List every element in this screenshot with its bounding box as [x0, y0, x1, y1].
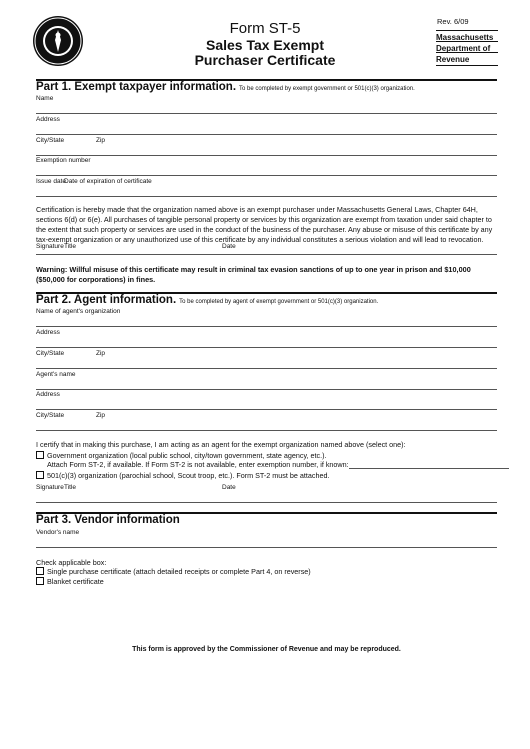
agent-name-field[interactable] [36, 369, 497, 390]
agent-org-name-field[interactable] [36, 306, 497, 327]
agent-name-label: Agent's name [36, 371, 76, 378]
agent-city-state-zip2-field[interactable] [36, 410, 497, 431]
checkbox-blanket[interactable] [36, 577, 44, 585]
agent-certify-text: I certify that in making this purchase, I am acting as an agent for the exempt organization named above (select one): [36, 440, 406, 449]
option-single-purchase-label: Single purchase certificate (attach detailed receipts or complete Part 4, on reverse) [47, 567, 311, 576]
agent-city-state-label: City/State [36, 350, 65, 357]
agent-city-state-zip-field[interactable] [36, 348, 497, 369]
city-state-zip-field[interactable] [36, 135, 497, 156]
title-label: Title [64, 243, 77, 250]
agency-line3: Revenue [436, 52, 498, 66]
part1-heading-text: Part 1. Exempt taxpayer information. [36, 81, 237, 93]
issue-expiration-field[interactable] [36, 176, 497, 197]
address-field[interactable] [36, 114, 497, 135]
exemption-number-field[interactable] [36, 155, 497, 176]
option-blanket-label: Blanket certificate [47, 577, 104, 586]
option-government[interactable] [36, 451, 327, 460]
option-government-label: Government organization (local public school, city/town government, state agency, etc.). [47, 451, 327, 460]
revision-date: Rev. 6/09 [437, 17, 469, 26]
exemption-number-input[interactable] [349, 460, 509, 469]
option-single-purchase[interactable] [36, 567, 311, 576]
agent-address-field[interactable] [36, 327, 497, 348]
option-government-sub [47, 460, 509, 469]
part1-heading [36, 81, 415, 93]
form-title-line2: Purchaser Certificate [194, 52, 336, 68]
date-label: Date [222, 243, 236, 250]
check-applicable-box-label: Check applicable box: [36, 558, 107, 567]
agency-line1: Massachusetts [436, 30, 498, 43]
option-blanket[interactable] [36, 577, 104, 586]
certification-text: Certification is hereby made that the organization named above is an exempt purchaser under Massachusetts General Laws, Chapter 64H, sections 6(d) or 6(e). All purchases of tangible personal property or services by this organization are exempt from taxation under said chapter to the extent that such property or services are used in the conduct of the business of the purchaser. Any abuse or misuse of this certificate by any tax-exempt organization or any unauthorized use of this certificate by any individual constitutes a serious violation and will lead to revocation. [36, 205, 493, 244]
address-label: Address [36, 116, 60, 123]
warning-text: Warning: Willful misuse of this certificate may result in criminal tax evasion sanctions of up to one year in prison and $10,000 ($50,000 for corporations) in fines. [36, 265, 471, 284]
vendor-name-label: Vendor's name [36, 529, 80, 536]
issue-date-label: Issue date [36, 178, 66, 185]
agent-address-label: Address [36, 329, 60, 336]
city-state-label: City/State [36, 137, 65, 144]
agent-org-name-label: Name of agent's organization [36, 308, 121, 315]
checkbox-single-purchase[interactable] [36, 567, 44, 575]
part1-signature-field[interactable] [36, 241, 497, 255]
name-label: Name [36, 95, 54, 102]
zip-label: Zip [96, 137, 106, 144]
checkbox-government[interactable] [36, 451, 44, 459]
part1-note: To be completed by exempt government or 501(c)(3) organization. [239, 86, 415, 92]
agent-city-state2-label: City/State [36, 412, 65, 419]
option-501c3-label: 501(c)(3) organization (parochial school, Scout troop, etc.). Form ST-2 must be attached. [47, 471, 330, 480]
checkbox-501c3[interactable] [36, 471, 44, 479]
part2-heading [36, 294, 378, 306]
signature-label: Signature [36, 243, 64, 250]
agency-line2: Department of [436, 41, 498, 54]
option-501c3[interactable] [36, 471, 329, 480]
massachusetts-seal-icon [33, 16, 83, 66]
form-number: Form ST-5 [229, 20, 301, 37]
agent-date-label: Date [222, 484, 236, 491]
agent-zip2-label: Zip [96, 412, 106, 419]
agent-zip-label: Zip [96, 350, 106, 357]
agent-title-label: Title [64, 484, 77, 491]
option-government-sub-label: Attach Form ST-2, if available. If Form ST-2 is not available, enter exemption number, if known: [47, 460, 349, 469]
part3-heading: Part 3. Vendor information [36, 514, 180, 526]
name-field[interactable] [36, 93, 497, 114]
part2-signature-field[interactable] [36, 482, 497, 503]
part2-note: To be completed by agent of exempt government or 501(c)(3) organization. [179, 299, 379, 305]
vendor-name-field[interactable] [36, 527, 497, 548]
agent-address2-label: Address [36, 391, 60, 398]
agent-signature-label: Signature [36, 484, 64, 491]
exemption-number-label: Exemption number [36, 157, 91, 164]
form-title-line1: Sales Tax Exempt [205, 37, 325, 53]
expiration-label: Date of expiration of certificate [64, 178, 152, 185]
agent-address2-field[interactable] [36, 389, 497, 410]
footer-note: This form is approved by the Commissioner of Revenue and may be reproduced. [132, 646, 401, 653]
part2-heading-text: Part 2. Agent information. [36, 294, 177, 306]
